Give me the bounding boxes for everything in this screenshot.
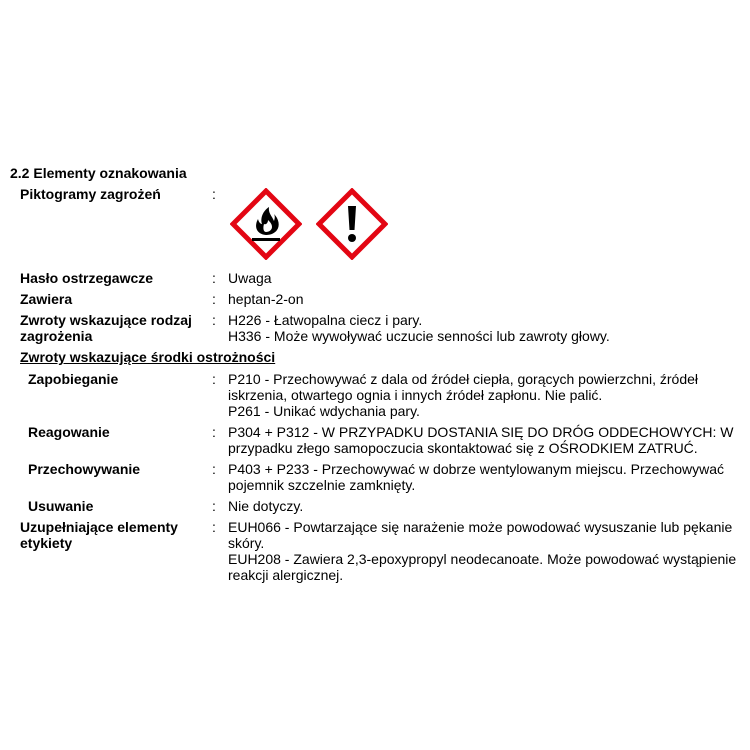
- separator: :: [212, 312, 216, 328]
- separator: :: [212, 519, 216, 535]
- signal-word-label: Hasło ostrzegawcze: [20, 270, 154, 286]
- disposal-text: Nie dotyczy.: [228, 498, 304, 514]
- separator: :: [212, 371, 216, 387]
- prevention-text: P210 - Przechowywać z dala od źródeł ciepła, gorących powierzchni, źródeł iskrzenia, otwartego ognia i innych źródeł zapłonu. Nie palić. P261 - Unikać wdychania pary.: [228, 371, 699, 419]
- hazard-statements-text: H226 - Łatwopalna ciecz i pary. H336 - Może wywoływać uczucie senności lub zawroty głowy.: [228, 312, 610, 344]
- supplemental-label: Uzupełniające elementy etykiety: [20, 519, 178, 551]
- response-label: Reagowanie: [28, 424, 110, 440]
- signal-word-value: Uwaga: [228, 270, 272, 286]
- contains-label: Zawiera: [20, 291, 73, 307]
- hazard-pictograms: [230, 188, 388, 260]
- disposal-label: Usuwanie: [28, 498, 94, 514]
- flame-icon: [230, 188, 302, 260]
- hazard-statements-label: Zwroty wskazujące rodzaj zagrożenia: [20, 312, 192, 344]
- separator: :: [212, 498, 216, 514]
- prevention-label: Zapobieganie: [28, 371, 119, 387]
- response-text: P304 + P312 - W PRZYPADKU DOSTANIA SIĘ DO DRÓG ODDECHOWYCH: W przypadku złego samopoczucia skontaktować się z OŚRODKIEM ZATRUĆ.: [228, 424, 734, 456]
- separator: :: [212, 424, 216, 440]
- exclamation-mark-icon: [316, 188, 388, 260]
- storage-label: Przechowywanie: [28, 461, 141, 477]
- pictograms-label: Piktogramy zagrożeń: [20, 186, 161, 202]
- separator: :: [212, 461, 216, 477]
- contains-value: heptan-2-on: [228, 291, 304, 307]
- separator: :: [212, 270, 216, 286]
- precautionary-heading: Zwroty wskazujące środki ostrożności: [20, 349, 276, 365]
- supplemental-text: EUH066 - Powtarzające się narażenie może powodować wysuszanie lub pękanie skóry. EUH208 - Zawiera 2,3-epoxypropyl neodecanoate. Może powodować wystąpienie reakcji alergicznej.: [228, 519, 737, 583]
- separator: :: [212, 291, 216, 307]
- storage-text: P403 + P233 - Przechowywać w dobrze wentylowanym miejscu. Przechowywać pojemnik szczelnie zamknięty.: [228, 461, 725, 493]
- section-title: 2.2 Elementy oznakowania: [10, 165, 187, 181]
- separator: :: [212, 186, 216, 202]
